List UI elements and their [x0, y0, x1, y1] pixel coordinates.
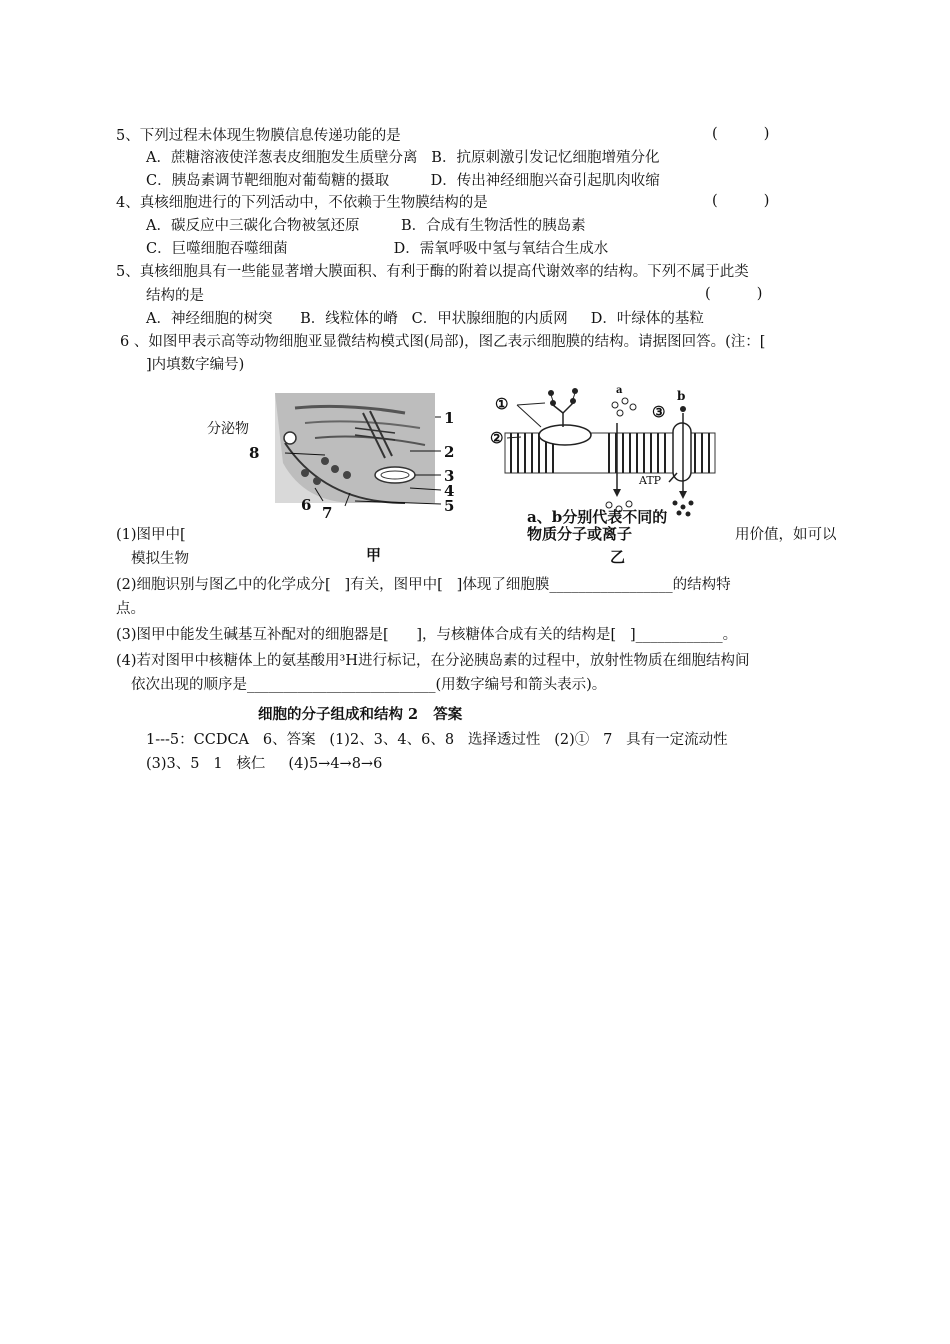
q5b-answer-paren: ( ): [705, 286, 763, 302]
label-8: 8: [249, 444, 260, 462]
label-2: 2: [444, 443, 455, 461]
q6-part2: (2)细胞识别与图乙中的化学成分[ ]有关，图甲中[ ]体现了细胞膜_________________的结构特: [116, 577, 731, 593]
q4-answer-paren: ( ): [712, 193, 770, 209]
q6-part1-start: (1)图甲中[: [116, 527, 186, 543]
answers-line1: 1---5：CCDCA 6、答案 (1)2、3、4、6、8 选择透过性 (2)① 7 具有一定流动性: [146, 732, 728, 748]
q6-part4: (4)若对图甲中核糖体上的氨基酸用³H进行标记，在分泌胰岛素的过程中，放射性物质在细胞结构间: [116, 653, 750, 669]
q5a-stem: 5、下列过程未体现生物膜信息传递功能的是: [116, 128, 401, 144]
label-5: 5: [444, 497, 455, 515]
label-7: 7: [322, 504, 333, 522]
q4-options-ab: A．碳反应中三碳化合物被氢还原 B．合成有生物活性的胰岛素: [146, 218, 586, 234]
q6-part2-line2: 点。: [116, 601, 145, 617]
q5b-stem: 5、真核细胞具有一些能显著增大膜面积、有利于酶的附着以提高代谢效率的结构。下列不属于此类: [116, 264, 749, 280]
figure-caption-line1: a、b分别代表不同的: [527, 508, 668, 526]
label-6: 6: [301, 496, 312, 514]
q5a-options-ab: A．蔗糖溶液使洋葱表皮细胞发生质壁分离 B．抗原刺激引发记忆细胞增殖分化: [146, 150, 660, 166]
cell-structure-figure: [205, 383, 720, 565]
q5b-stem-cont: 结构的是: [146, 288, 204, 304]
q6-stem: 6 、如图甲表示高等动物细胞亚显微结构模式图(局部)，图乙表示细胞膜的结构。请据图回答。(注：[: [120, 334, 766, 350]
q6-part1-end: 用价值，如可以: [735, 527, 837, 543]
q6-part4-line2: 依次出现的顺序是__________________________(用数字编号和箭头表示)。: [131, 677, 607, 693]
label-molecule-b: b: [677, 389, 686, 403]
q5a-options-cd: C．胰岛素调节靶细胞对葡萄糖的摄取 D．传出神经细胞兴奋引起肌肉收缩: [146, 173, 660, 189]
q5b-options: A．神经细胞的树突 B．线粒体的嵴 C．甲状腺细胞的内质网 D．叶绿体的基粒: [146, 311, 704, 327]
label-atp: ATP: [639, 474, 662, 487]
figure-jia-cell: [275, 393, 441, 506]
label-4: 4: [444, 482, 455, 500]
label-circled-2: ②: [490, 429, 504, 447]
label-secretion: 分泌物: [207, 421, 249, 437]
label-circled-3: ③: [652, 403, 666, 421]
q6-stem-cont: ]内填数字编号): [146, 357, 245, 373]
figure-yi-membrane: [505, 388, 715, 517]
label-1: 1: [444, 409, 455, 427]
q4-options-cd: C．巨噬细胞吞噬细菌 D．需氧呼吸中氢与氧结合生成水: [146, 241, 609, 257]
label-circled-1: ①: [495, 395, 509, 413]
figure-title-yi: 乙: [610, 548, 626, 566]
answers-title: 细胞的分子组成和结构 2 答案: [258, 706, 463, 723]
figure-title-jia: 甲: [366, 546, 382, 564]
q6-part3: (3)图甲中能发生碱基互补配对的细胞器是[ ]，与核糖体合成有关的结构是[ ]____________。: [116, 627, 738, 643]
label-3: 3: [444, 467, 455, 485]
q6-part1-line2: 模拟生物: [131, 551, 189, 567]
q5a-answer-paren: ( ): [712, 126, 770, 142]
figure-caption-line2: 物质分子或离子: [527, 525, 633, 543]
label-molecule-a: a: [616, 385, 623, 396]
q4-stem: 4、真核细胞进行的下列活动中，不依赖于生物膜结构的是: [116, 195, 488, 211]
answers-line2: (3)3、5 1 核仁 (4)5→4→8→6: [146, 756, 383, 772]
